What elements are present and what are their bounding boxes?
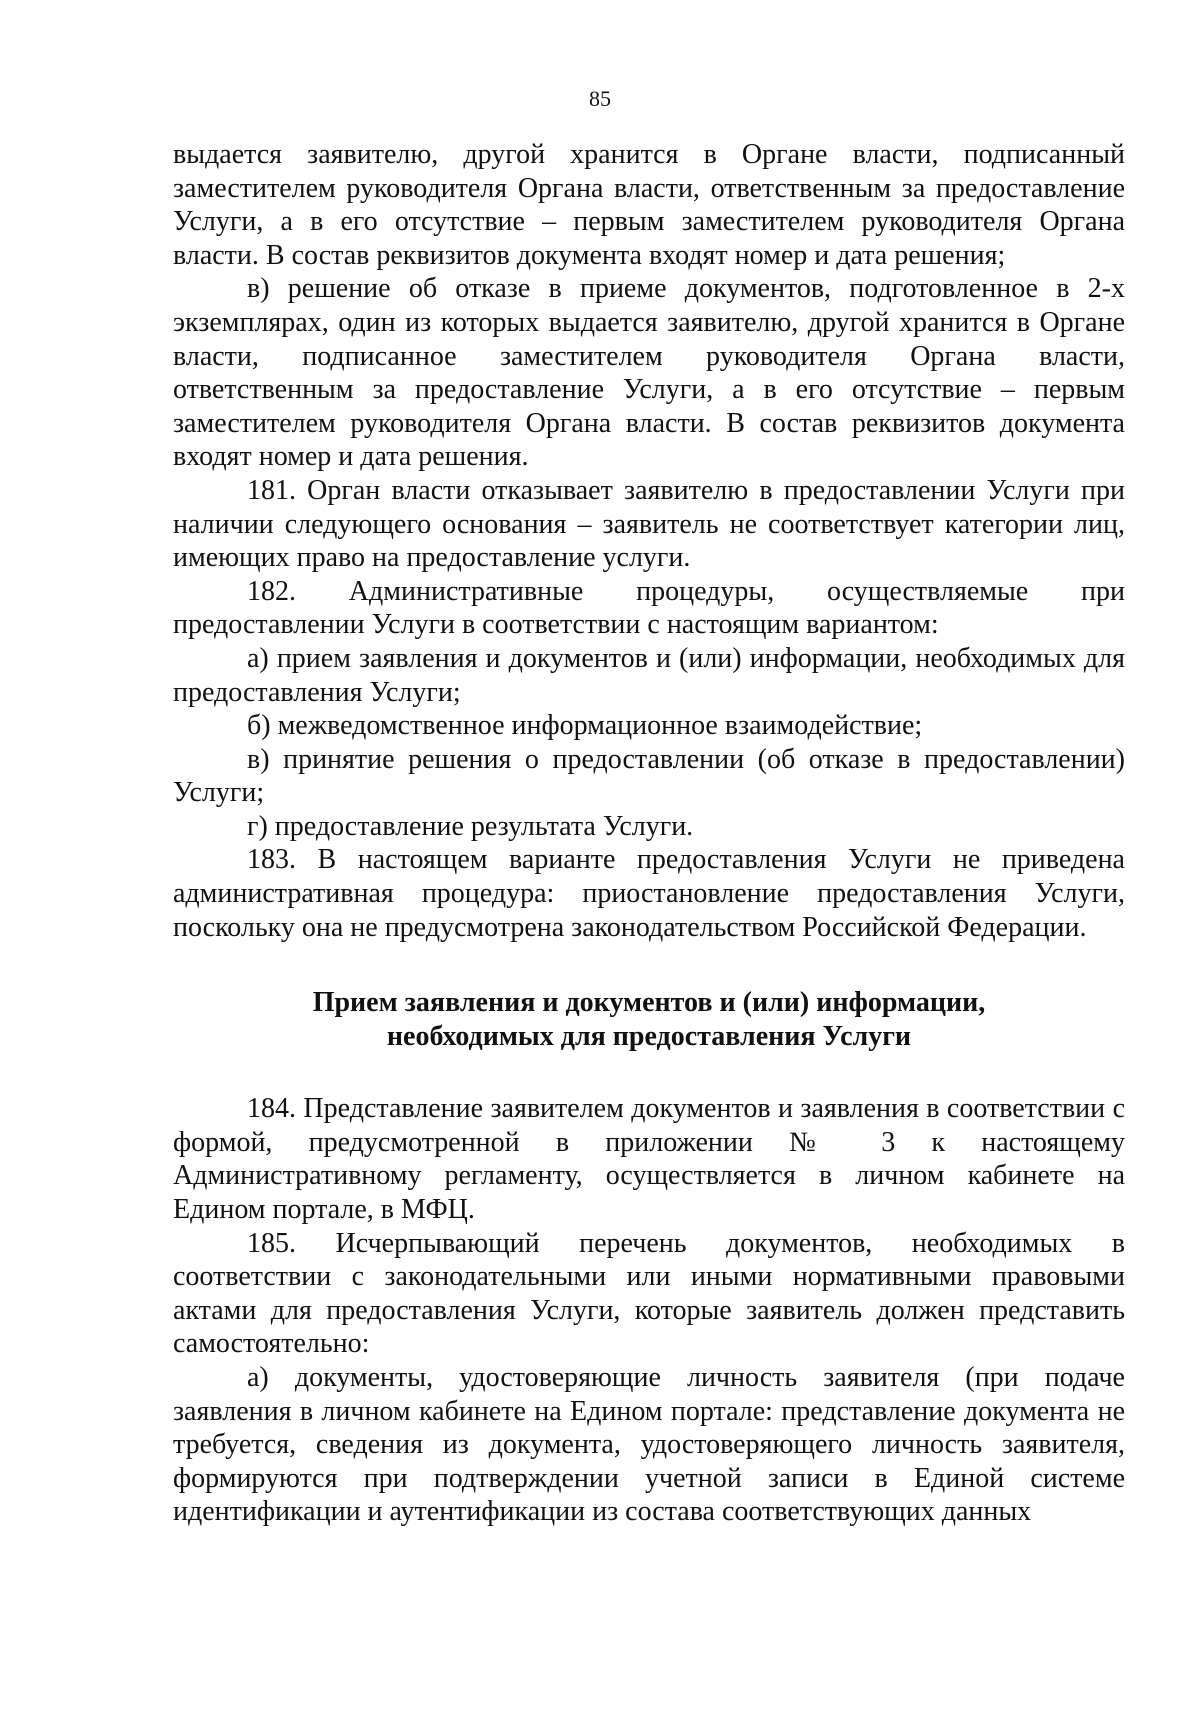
section-heading-line-2: необходимых для предоставления Услуги (386, 1021, 912, 1053)
paragraph-continuation: выдается заявителю, другой хранится в Органе власти, подписанный заместителем руководителя Органа власти, ответственным за предоставление Услуги, а в его отсутствие – первым заместителем руководителя Органа власти. В состав реквизитов документа входят номер и дата решения; (173, 139, 1125, 271)
paragraph-clause-183: 183. В настоящем варианте предоставления Услуги не приведена административная процедура: приостановление предоставления Услуги, поскольку она не предусмотрена законодательством Российской Федерации. (173, 844, 1125, 943)
paragraph-item-a: а) прием заявления и документов и (или) информации, необходимых для предоставления Услуги; (173, 642, 1125, 708)
paragraph-item-b: б) межведомственное информационное взаимодействие; (247, 710, 923, 742)
paragraph-item-g: г) предоставление результата Услуги. (247, 810, 694, 842)
document-body (173, 138, 1125, 1529)
paragraph-item-v-refusal: в) решение об отказе в приеме документов, подготовленное в 2-х экземплярах, один из которых выдается заявителю, другой хранится в Органе власти, подписанное заместителем руководителя Органа власти, ответственным за предоставление Услуги, а в его отсутствие – первым заместителем руководителя Органа власти. В состав реквизитов документа входят номер и дата решения. (173, 273, 1125, 473)
paragraph-clause-185: 185. Исчерпывающий перечень документов, необходимых в соответствии с законодательными или иными нормативными правовыми актами для предоставления Услуги, которые заявитель должен представить самостоятельно: (173, 1227, 1125, 1360)
paragraph-item-a-documents: а) документы, удостоверяющие личность заявителя (при подаче заявления в личном кабинете на Едином портале: представление документа не требуется, сведения из документа, удостоверяющего личность заявителя, формируются при подтверждении учетной записи в Единой системе идентификации и аутентификации из состава соответствующих данных (173, 1362, 1125, 1528)
section-heading-line-1: Прием заявления и документов и (или) информации, (312, 987, 986, 1019)
paragraph-clause-184: 184. Представление заявителем документов и заявления в соответствии с формой, предусмотренной в приложении № 3 к настоящему Административному регламенту, осуществляется в личном кабинете на Едином портале, в МФЦ. (173, 1093, 1125, 1226)
page-number: 85 (589, 86, 611, 111)
paragraph-clause-182: 182. Административные процедуры, осуществляемые при предоставлении Услуги в соответствии с настоящим вариантом: (173, 575, 1125, 641)
section-heading (173, 986, 1125, 1054)
paragraph-clause-181: 181. Орган власти отказывает заявителю в предоставлении Услуги при наличии следующего основания – заявитель не соответствует категории лиц, имеющих право на предоставление услуги. (173, 474, 1125, 574)
paragraph-item-v-decision: в) принятие решения о предоставлении (об отказе в предоставлении) Услуги; (173, 743, 1125, 809)
